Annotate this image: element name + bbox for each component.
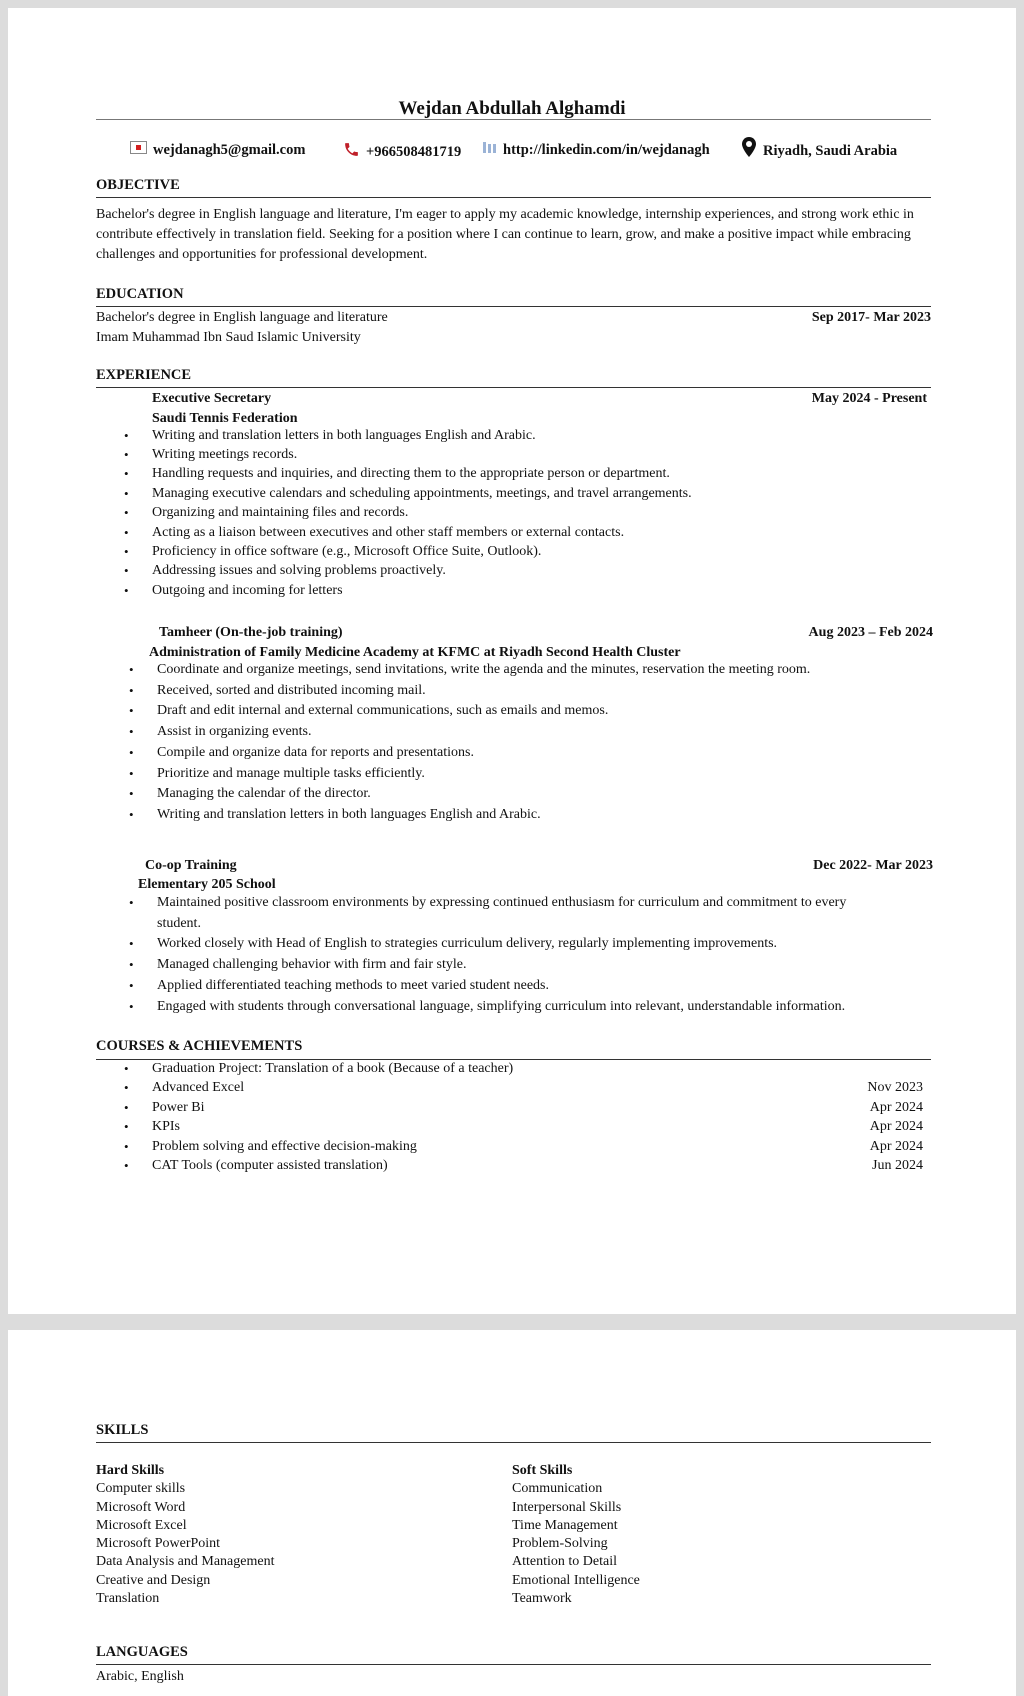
- bullet-dot: •: [129, 806, 134, 822]
- envelope-icon: [130, 141, 147, 159]
- bullet-text: Managing the calendar of the director.: [157, 786, 371, 802]
- bullet-text: Managed challenging behavior with firm and fair style.: [157, 957, 467, 973]
- courses-divider: [96, 1059, 931, 1060]
- bullet-text: Writing and translation letters in both languages English and Arabic.: [152, 427, 536, 443]
- linkedin-text: http://linkedin.com/in/wejdanagh: [503, 141, 710, 158]
- bullet-dot: •: [129, 957, 134, 973]
- education-divider: [96, 306, 931, 307]
- bullet-dot: •: [129, 724, 134, 740]
- education-dates: Sep 2017- Mar 2023: [811, 310, 931, 325]
- bullet-text: Maintained positive classroom environments by expressing continued enthusiasm for curriculum and commitment to every: [157, 895, 847, 910]
- course-name: Graduation Project: Translation of a book (Because of a teacher): [152, 1061, 514, 1076]
- hard-skill-item: Microsoft PowerPoint: [96, 1536, 221, 1552]
- course-name: Power Bi: [152, 1099, 205, 1115]
- map-pin-icon: [741, 136, 757, 163]
- resume-page-1: [8, 8, 1016, 1314]
- bullet-text: Handling requests and inquiries, and directing them to the appropriate person or department.: [152, 466, 670, 482]
- bullet-text: Engaged with students through conversational language, simplifying curriculum into relevant, understandable information.: [157, 998, 846, 1014]
- skills-divider: [96, 1442, 931, 1443]
- soft-skills-title: Soft Skills: [512, 1463, 573, 1478]
- bullet-dot: •: [129, 662, 134, 677]
- bullet-dot: •: [124, 543, 129, 559]
- soft-skill-item: Problem-Solving: [512, 1536, 608, 1552]
- email-text: wejdanagh5@gmail.com: [153, 141, 306, 158]
- bullet-text: Addressing issues and solving problems proactively.: [152, 563, 446, 579]
- education-degree: Bachelor's degree in English language and literature: [96, 310, 388, 325]
- hard-skill-item: Microsoft Excel: [96, 1517, 187, 1533]
- course-date: Apr 2024: [869, 1119, 923, 1135]
- bullet-text: Managing executive calendars and scheduling appointments, meetings, and travel arrangements.: [152, 485, 692, 501]
- resume-page-2: [8, 1330, 1016, 1696]
- soft-skills-column: [512, 1462, 640, 1608]
- bullet-dot: •: [124, 1158, 129, 1173]
- linkedin-icon: [483, 141, 497, 159]
- job-3-org: Elementary 205 School: [138, 877, 276, 892]
- experience-divider: [96, 387, 931, 388]
- bullet-text: Prioritize and manage multiple tasks efficiently.: [157, 765, 425, 781]
- hard-skills-title: Hard Skills: [96, 1463, 165, 1478]
- bullet-dot: •: [124, 582, 129, 598]
- bullet-text: Worked closely with Head of English to strategies curriculum delivery, regularly implementing improvements.: [157, 936, 778, 952]
- bullet-dot: •: [129, 977, 134, 993]
- job-1-org: Saudi Tennis Federation: [152, 411, 298, 426]
- education-school: Imam Muhammad Ibn Saud Islamic University: [96, 330, 361, 345]
- hard-skill-item: Creative and Design: [96, 1572, 211, 1588]
- skills-heading: SKILLS: [96, 1422, 149, 1438]
- course-date: Nov 2023: [867, 1080, 923, 1096]
- bullet-dot: •: [124, 1080, 129, 1096]
- hard-skill-item: Computer skills: [96, 1481, 186, 1497]
- bullet-text: Organizing and maintaining files and records.: [152, 505, 409, 521]
- bullet-dot: •: [129, 765, 134, 781]
- job-1-dates: May 2024 - Present: [811, 391, 927, 406]
- bullet-text: Draft and edit internal and external communications, such as emails and memos.: [157, 703, 609, 719]
- phone-icon: [343, 141, 360, 163]
- location-contact: [741, 136, 897, 163]
- soft-skill-item: Time Management: [512, 1517, 618, 1533]
- hard-skill-item: Data Analysis and Management: [96, 1554, 275, 1570]
- course-date: Jun 2024: [872, 1158, 923, 1173]
- courses-heading: COURSES & ACHIEVEMENTS: [96, 1038, 303, 1054]
- name-divider: [96, 119, 931, 120]
- bullet-dot: •: [124, 1099, 129, 1115]
- bullet-text: Assist in organizing events.: [157, 724, 312, 740]
- hard-skill-item: Microsoft Word: [96, 1499, 186, 1515]
- soft-skill-item: Teamwork: [512, 1591, 572, 1607]
- bullet-text: Received, sorted and distributed incoming mail.: [157, 682, 426, 698]
- job-2-role: Tamheer (On-the-job training): [159, 625, 343, 640]
- job-1-role: Executive Secretary: [152, 391, 272, 406]
- linkedin-contact[interactable]: [483, 141, 710, 159]
- soft-skill-item: Emotional Intelligence: [512, 1572, 640, 1588]
- course-date: Apr 2024: [869, 1138, 923, 1154]
- languages-heading: LANGUAGES: [96, 1644, 188, 1660]
- bullet-dot: •: [124, 1138, 129, 1154]
- objective-heading: OBJECTIVE: [96, 177, 180, 193]
- bullet-dot: •: [124, 427, 129, 443]
- bullet-dot: •: [124, 466, 129, 482]
- bullet-text: Proficiency in office software (e.g., Microsoft Office Suite, Outlook).: [152, 543, 542, 559]
- course-name: Problem solving and effective decision-making: [152, 1138, 417, 1154]
- course-name: KPIs: [152, 1119, 181, 1135]
- bullet-text: Writing and translation letters in both languages English and Arabic.: [157, 806, 541, 822]
- phone-contact[interactable]: [343, 141, 461, 163]
- education-heading: EDUCATION: [96, 286, 184, 302]
- objective-divider: [96, 197, 931, 198]
- bullet-dot: •: [129, 936, 134, 952]
- location-text: Riyadh, Saudi Arabia: [763, 143, 898, 159]
- job-3-role: Co-op Training: [145, 858, 237, 873]
- bullet-text: Coordinate and organize meetings, send invitations, write the agenda and the minutes, reservation the meeting room.: [157, 662, 811, 677]
- bullet-dot: •: [124, 505, 129, 521]
- bullet-text: Outgoing and incoming for letters: [152, 582, 343, 598]
- course-date: Apr 2024: [869, 1099, 923, 1115]
- job-2-org: Administration of Family Medicine Academy at KFMC at Riyadh Second Health Cluster: [149, 645, 681, 660]
- soft-skill-item: Interpersonal Skills: [512, 1499, 622, 1515]
- email-contact[interactable]: [130, 141, 305, 159]
- experience-heading: EXPERIENCE: [96, 367, 192, 383]
- bullet-text: student.: [157, 915, 201, 931]
- bullet-text: Compile and organize data for reports and presentations.: [157, 744, 474, 760]
- bullet-dot: •: [124, 1061, 129, 1076]
- bullet-dot: •: [129, 895, 134, 910]
- course-name: Advanced Excel: [152, 1080, 245, 1096]
- bullet-dot: •: [129, 703, 134, 719]
- bullet-dot: •: [124, 446, 129, 462]
- bullet-text: Writing meetings records.: [152, 446, 298, 462]
- job-3-dates: Dec 2022- Mar 2023: [813, 858, 933, 873]
- bullet-dot: •: [124, 1119, 129, 1135]
- bullet-text: Acting as a liaison between executives and other staff members or external contacts.: [152, 524, 625, 540]
- bullet-dot: •: [129, 744, 134, 760]
- languages-text: Arabic, English: [96, 1669, 184, 1684]
- hard-skills-column: [96, 1462, 274, 1608]
- phone-text: +966508481719: [366, 143, 462, 160]
- languages-divider: [96, 1664, 931, 1665]
- bullet-dot: •: [129, 682, 134, 698]
- hard-skill-item: Translation: [96, 1591, 160, 1607]
- soft-skill-item: Communication: [512, 1481, 603, 1497]
- bullet-dot: •: [124, 563, 129, 579]
- job-2-dates: Aug 2023 – Feb 2024: [808, 625, 933, 640]
- objective-text: Bachelor's degree in English language and literature, I'm eager to apply my academic knowledge, internship experiences, and strong work ethic in contribute effectively in translation field. Seeking for a position where I can continue to learn, grow, and make a positive impact while embracing challenges and opportunities for professional development.: [96, 207, 914, 262]
- bullet-text: Applied differentiated teaching methods to meet varied student needs.: [157, 977, 550, 993]
- bullet-dot: •: [129, 786, 134, 802]
- course-name: CAT Tools (computer assisted translation): [152, 1158, 388, 1173]
- bullet-dot: •: [124, 524, 129, 540]
- bullet-dot: •: [129, 998, 134, 1014]
- soft-skill-item: Attention to Detail: [512, 1554, 617, 1570]
- candidate-name: Wejdan Abdullah Alghamdi: [398, 98, 626, 119]
- bullet-dot: •: [124, 485, 129, 501]
